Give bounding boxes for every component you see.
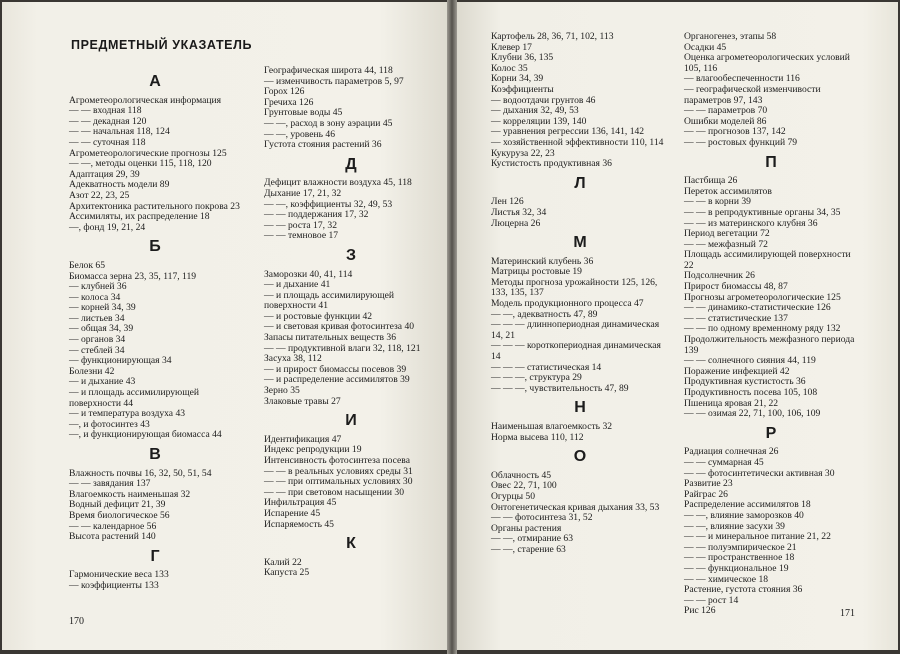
section-letter: Р (765, 424, 777, 442)
index-entry: — —, влияние засухи 39 (684, 520, 785, 532)
index-entry: — —, уровень 46 (264, 128, 336, 140)
index-entry: — органов 34 (69, 334, 126, 346)
index-entry: — — функциональное 19 (684, 562, 789, 574)
index-entry: — — параметров 70 (684, 105, 768, 117)
index-entry: Гречиха 126 (264, 96, 314, 108)
index-entry: — — завядания 137 (69, 478, 151, 490)
section-letter: О (573, 448, 587, 466)
index-entry: Биомасса зерна 23, 35, 117, 119 (69, 270, 197, 282)
index-entry: — — динамико-статистические 126 (684, 302, 831, 314)
index-entry: Клевер 17 (491, 41, 532, 53)
index-entry: — и распределение ассимилятов 39 (264, 374, 410, 386)
index-entry: Испарение 45 (264, 507, 321, 519)
index-entry: Засуха 38, 112 (264, 353, 322, 365)
section-letter: З (345, 246, 357, 264)
index-entry: — — в репродуктивные органы 34, 35 (684, 206, 841, 218)
index-entry: — — озимая 22, 71, 100, 106, 109 (684, 408, 821, 420)
index-entry: Органы растения (491, 522, 562, 534)
index-entry: — — солнечного сияния 44, 119 (684, 355, 816, 367)
index-entry: Растение, густота стояния 36 (684, 584, 803, 596)
index-entry: — клубней 36 (69, 281, 127, 293)
index-entry: — и температура воздуха 43 (69, 408, 186, 420)
index-entry: — — — длиннопериодная динамическая 14, 21 (491, 319, 660, 341)
index-entry: Белок 65 (69, 259, 106, 271)
index-entry: — — в корни 39 (684, 196, 751, 208)
index-entry: — —, отмирание 63 (491, 533, 574, 545)
book-gutter (447, 0, 457, 654)
index-entry: Адекватность модели 89 (69, 179, 170, 191)
index-entry: — корней 34, 39 (69, 302, 136, 314)
index-entry: Агрометеорологические прогнозы 125 (69, 147, 227, 159)
index-column-1 (69, 68, 241, 592)
index-entry: — — прогнозов 137, 142 (684, 126, 786, 138)
index-entry: Зерно 35 (264, 385, 300, 397)
index-entry: Пастбища 26 (684, 175, 738, 187)
index-entry: Кукуруза 22, 23 (491, 147, 555, 159)
index-entry: Рис 126 (684, 605, 716, 617)
page-title: ПРЕДМЕТНЫЙ УКАЗАТЕЛЬ (71, 38, 253, 52)
index-entry: Корни 34, 39 (491, 73, 544, 85)
section-letter: А (149, 73, 161, 90)
index-column-2 (264, 66, 438, 579)
index-entry: Продуктивность посева 105, 108 (684, 387, 818, 398)
index-entry: Оценка агрометеорологических условий 105, 116 (684, 52, 850, 74)
index-entry: Органогенез, этапы 58 (684, 31, 777, 42)
section-letter: Б (149, 238, 161, 256)
index-entry: — — поддержания 17, 32 (264, 209, 369, 221)
index-entry: — — суточная 118 (69, 136, 146, 148)
index-entry: Капуста 25 (264, 567, 310, 579)
index-entry: Географическая широта 44, 118 (264, 65, 393, 76)
index-entry: Ассимиляты, их распределение 18 (69, 211, 210, 223)
section-letter: И (345, 412, 357, 430)
index-entry: Горох 126 (264, 86, 305, 98)
index-entry: — влагообеспеченности 116 (684, 73, 800, 85)
index-entry: Грунтовые воды 45 (264, 107, 343, 119)
index-entry: Запасы питательных веществ 36 (264, 332, 396, 344)
index-entry: — листьев 34 (69, 312, 125, 324)
index-entry: — — ростовых функций 79 (684, 136, 798, 148)
index-entry: —, фонд 19, 21, 24 (69, 221, 146, 233)
index-entry: Матрицы ростовые 19 (491, 266, 582, 278)
index-entry: Кустистость продуктивная 36 (491, 158, 612, 170)
index-entry: — — при световом насыщении 30 (264, 486, 404, 498)
index-entry: Райграс 26 (684, 488, 728, 500)
index-entry: Наименьшая влагоемкость 32 (491, 421, 613, 432)
index-entry: Период вегетации 72 (684, 228, 770, 240)
index-entry: —, и функционирующая биомасса 44 (69, 429, 222, 441)
section-letter: К (346, 535, 356, 553)
index-entry: — —, старение 63 (491, 543, 566, 555)
index-entry: — — полуэмпирическое 21 (684, 541, 797, 553)
index-entry: Огурцы 50 (491, 490, 536, 502)
index-entry: — — продуктивной влаги 32, 118, 121 (264, 342, 421, 354)
index-entry: Клубни 36, 135 (491, 52, 554, 64)
index-entry: — — рост 14 (684, 594, 739, 606)
index-entry: Развитие 23 (684, 478, 733, 490)
index-entry: — и площадь ассимилирующей поверхности 41 (264, 289, 394, 312)
index-entry: — — фотосинтетически активная 30 (684, 467, 835, 479)
index-entry: — — в реальных условиях среды 31 (264, 465, 413, 477)
index-entry: — —, влияние заморозков 40 (684, 509, 804, 521)
index-entry: — — фотосинтеза 31, 52 (491, 512, 593, 524)
page-number-right: 171 (840, 608, 855, 619)
section-letter: Г (150, 547, 160, 565)
index-entry: Высота растений 140 (69, 531, 156, 543)
section-letter: П (765, 153, 777, 171)
index-entry: Калий 22 (264, 556, 302, 568)
index-entry: — географической изменчивости параметров 97, 143 (684, 83, 821, 106)
index-entry: Азот 22, 23, 25 (69, 189, 130, 201)
index-entry: Водный дефицит 21, 39 (69, 499, 166, 511)
section-letter: Л (574, 174, 586, 192)
section-letter: Д (345, 155, 357, 173)
index-entry: — — суммарная 45 (684, 456, 764, 468)
index-entry: — —, расход в зону аэрации 45 (264, 117, 393, 129)
index-entry: — коэффициенты 133 (69, 579, 159, 591)
index-entry: Дефицит влажности воздуха 45, 118 (264, 177, 412, 189)
index-entry: Люцерна 26 (491, 217, 541, 229)
index-entry: Продуктивная кустистость 36 (684, 376, 806, 388)
index-entry: — изменчивость параметров 5, 97 (264, 75, 404, 87)
index-entry: Поражение инфекцией 42 (684, 365, 790, 377)
index-entry: Злаковые травы 27 (264, 395, 341, 407)
index-entry: Листья 32, 34 (491, 206, 547, 218)
index-entry: Облачность 45 (491, 469, 552, 481)
index-entry: Методы прогноза урожайности 125, 126, 133, 135, 137 (491, 276, 658, 299)
index-entry: Инфильтрация 45 (264, 497, 337, 509)
index-entry: Модель продукционного процесса 47 (491, 298, 644, 310)
index-entry: Испаряемость 45 (264, 518, 334, 530)
index-entry: Ошибки моделей 86 (684, 115, 767, 127)
index-entry: — и дыхание 41 (264, 279, 331, 291)
index-entry: — — и минеральное питание 21, 22 (684, 531, 831, 543)
index-entry: — — из материнского клубня 36 (684, 217, 818, 229)
index-entry: Идентификация 47 (264, 433, 342, 445)
index-entry: — — —, структура 29 (491, 372, 582, 384)
index-entry: — колоса 34 (69, 291, 121, 303)
index-entry: — стеблей 34 (69, 344, 125, 356)
index-entry: Подсолнечник 26 (684, 270, 755, 282)
index-entry: Колос 35 (491, 62, 528, 74)
index-entry: Переток ассимилятов (684, 185, 772, 197)
index-entry: — корреляции 139, 140 (491, 115, 587, 127)
index-entry: Радиация солнечная 26 (684, 446, 779, 458)
index-entry: — — химическое 18 (684, 573, 769, 585)
index-entry: — функционирующая 34 (69, 355, 172, 367)
index-entry: Интенсивность фотосинтеза посева (264, 455, 410, 466)
index-entry: — — входная 118 (69, 105, 142, 117)
index-entry: Коэффициенты (491, 83, 554, 95)
index-entry: —, и фотосинтез 43 (69, 418, 150, 430)
index-entry: — — статистические 137 (684, 312, 788, 324)
index-entry: — —, адекватность 47, 89 (491, 308, 598, 320)
index-entry: Распределение ассимилятов 18 (684, 499, 811, 511)
index-entry: Адаптация 29, 39 (69, 168, 140, 180)
index-entry: — — межфазный 72 (684, 238, 768, 250)
index-entry: — уравнения регрессии 136, 141, 142 (491, 126, 645, 138)
index-entry: Индекс репродукции 19 (264, 444, 362, 456)
index-entry: — — при оптимальных условиях 30 (264, 476, 413, 488)
index-entry: Прирост биомассы 48, 87 (684, 281, 788, 293)
index-entry: — и световая кривая фотосинтеза 40 (264, 321, 415, 333)
index-entry: Густота стояния растений 36 (264, 139, 382, 151)
index-entry: Гармонические веса 133 (69, 569, 169, 581)
index-column-4 (684, 32, 858, 617)
right-page (457, 2, 898, 650)
index-entry: — —, коэффициенты 32, 49, 53 (264, 198, 393, 210)
page-number-left: 170 (69, 616, 84, 627)
section-letter: Н (574, 399, 586, 417)
section-letter: М (573, 234, 587, 252)
index-entry: Заморозки 40, 41, 114 (264, 268, 353, 280)
index-entry: — — по одному временному ряду 132 (684, 323, 841, 335)
index-entry: — — календарное 56 (69, 520, 157, 532)
index-entry: — — декадная 120 (69, 115, 147, 127)
index-entry: — и прирост биомассы посевов 39 (264, 363, 407, 375)
index-entry: Материнский клубень 36 (491, 255, 594, 267)
index-entry: Болезни 42 (69, 365, 115, 377)
index-entry: — — пространственное 18 (684, 552, 795, 564)
index-entry: — дыхания 32, 49, 53 (491, 105, 579, 117)
index-entry: — — — статистическая 14 (491, 361, 602, 373)
index-entry: — — начальная 118, 124 (69, 126, 170, 138)
index-column-3 (491, 32, 669, 556)
index-entry: — хозяйственной эффективности 110, 114 (491, 136, 664, 148)
index-entry: Архитектоника растительного покрова 23 (69, 200, 240, 212)
index-entry: — водоотдачи грунтов 46 (491, 94, 596, 106)
index-entry: Картофель 28, 36, 71, 102, 113 (491, 31, 614, 42)
index-entry: Осадки 45 (684, 41, 727, 53)
index-entry: Лен 126 (491, 196, 524, 208)
index-entry: — — роста 17, 32 (264, 219, 338, 231)
index-entry: Влагоемкость наименьшая 32 (69, 488, 191, 500)
index-entry: Норма высева 110, 112 (491, 431, 584, 443)
index-entry: — — —, чувствительность 47, 89 (491, 382, 629, 394)
index-entry: Агрометеорологическая информация (69, 94, 222, 106)
index-entry: — и дыхание 43 (69, 376, 136, 388)
index-entry: — и ростовые функции 42 (264, 310, 373, 322)
index-entry: — — темновое 17 (264, 230, 339, 242)
index-entry: Прогнозы агрометеорологические 125 (684, 291, 841, 303)
index-entry: Площадь ассимилирующей поверхности 22 (684, 249, 851, 271)
index-entry: Пшеница яровая 21, 22 (684, 397, 779, 409)
left-page (2, 2, 447, 650)
index-entry: — общая 34, 39 (69, 323, 134, 335)
index-entry: Онтогенетическая кривая дыхания 33, 53 (491, 501, 660, 513)
index-entry: Овес 22, 71, 100 (491, 480, 557, 492)
index-entry: Продолжительность межфазного периода 139 (684, 334, 855, 356)
index-entry: — —, методы оценки 115, 118, 120 (69, 158, 212, 170)
index-entry: Дыхание 17, 21, 32 (264, 187, 342, 199)
index-entry: Влажность почвы 16, 32, 50, 51, 54 (69, 467, 212, 479)
index-entry: — — — короткопериодная динамическая 14 (491, 340, 661, 363)
index-entry: — и площадь ассимилирующей поверхности 44 (69, 387, 199, 409)
index-entry: Время биологическое 56 (69, 509, 170, 521)
section-letter: В (149, 446, 161, 463)
